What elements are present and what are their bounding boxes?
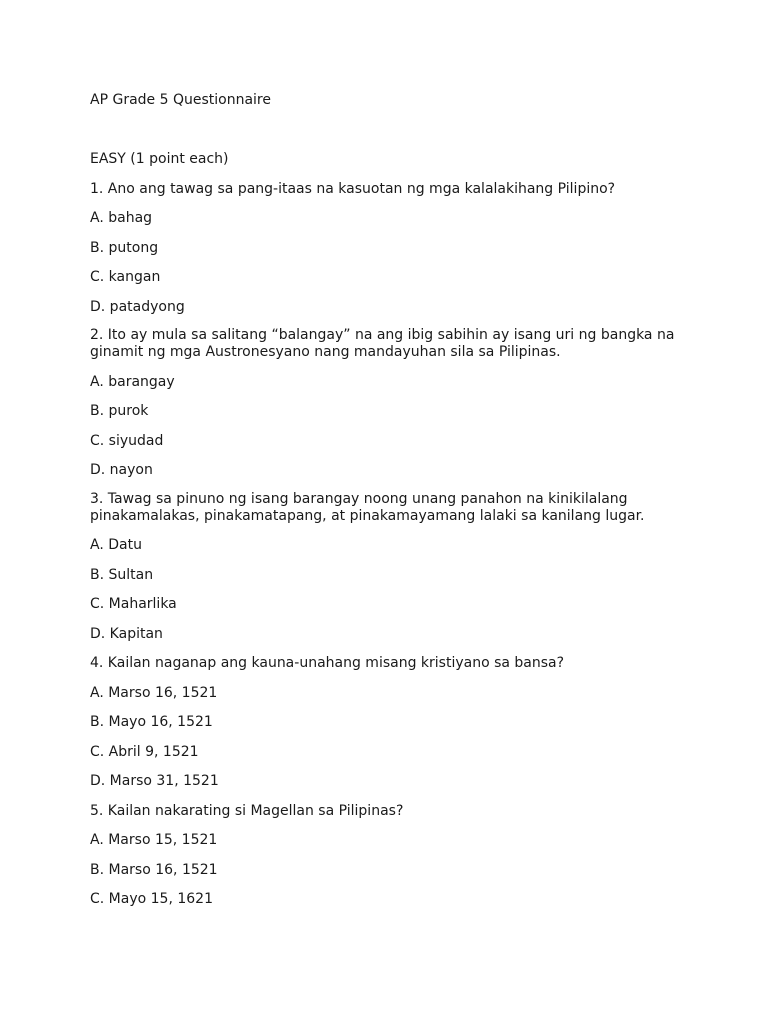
question-1-choice-b: B. putong	[90, 239, 159, 256]
question-5-choice-a: A. Marso 15, 1521	[90, 832, 218, 848]
question-3-choice-c: C. Maharlika	[90, 596, 177, 612]
question-4-choice-d: D. Marso 31, 1521	[90, 773, 219, 789]
document-page	[90, 91, 690, 908]
question-5-choice-b: B. Marso 16, 1521	[90, 861, 218, 878]
question-3-prompt-line-1: 3. Tawag sa pinuno ng isang barangay noong unang panahon na kinikilalang	[90, 490, 628, 507]
question-5-choice-c: C. Mayo 15, 1621	[90, 891, 213, 907]
question-3-choice-a: A. Datu	[90, 537, 142, 553]
question-4-choice-a: A. Marso 16, 1521	[90, 684, 218, 701]
question-3-prompt	[90, 491, 690, 525]
question-5-prompt: 5. Kailan nakarating si Magellan sa Pilipinas?	[90, 802, 404, 819]
question-1-choice-a: A. bahag	[90, 210, 153, 226]
document-title: AP Grade 5 Questionnaire	[90, 92, 271, 108]
question-4-prompt: 4. Kailan naganap ang kauna-unahang misang kristiyano sa bansa?	[90, 655, 565, 671]
question-1-prompt: 1. Ano ang tawag sa pang-itaas na kasuotan ng mga kalalakihang Pilipino?	[90, 180, 616, 197]
question-3	[90, 491, 690, 643]
question-2-choice-a: A. barangay	[90, 373, 175, 390]
question-4-choice-b: B. Mayo 16, 1521	[90, 714, 213, 730]
question-3-choice-d: D. Kapitan	[90, 625, 163, 642]
question-2-choice-c: C. siyudad	[90, 432, 164, 449]
question-2-prompt-line-2: ginamit ng mga Austronesyano nang mandayuhan sila sa Pilipinas.	[90, 344, 561, 360]
question-2-choice-b: B. purok	[90, 403, 149, 419]
question-1-choice-d: D. patadyong	[90, 298, 185, 315]
question-3-choice-b: B. Sultan	[90, 566, 154, 583]
question-5	[90, 802, 690, 909]
question-1	[90, 180, 690, 316]
question-2-choice-d: D. nayon	[90, 462, 153, 478]
question-4	[90, 654, 690, 790]
question-4-choice-c: C. Abril 9, 1521	[90, 743, 199, 760]
question-2-prompt-line-1: 2. Ito ay mula sa salitang “balangay” na ang ibig sabihin ay isang uri ng bangka na	[90, 327, 675, 343]
question-1-choice-c: C. kangan	[90, 269, 161, 285]
question-3-prompt-line-2: pinakamalakas, pinakamatapang, at pinakamayamang lalaki sa kanilang lugar.	[90, 507, 645, 524]
question-2-prompt	[90, 327, 690, 361]
question-2	[90, 327, 690, 479]
section-heading: EASY (1 point each)	[90, 151, 229, 167]
